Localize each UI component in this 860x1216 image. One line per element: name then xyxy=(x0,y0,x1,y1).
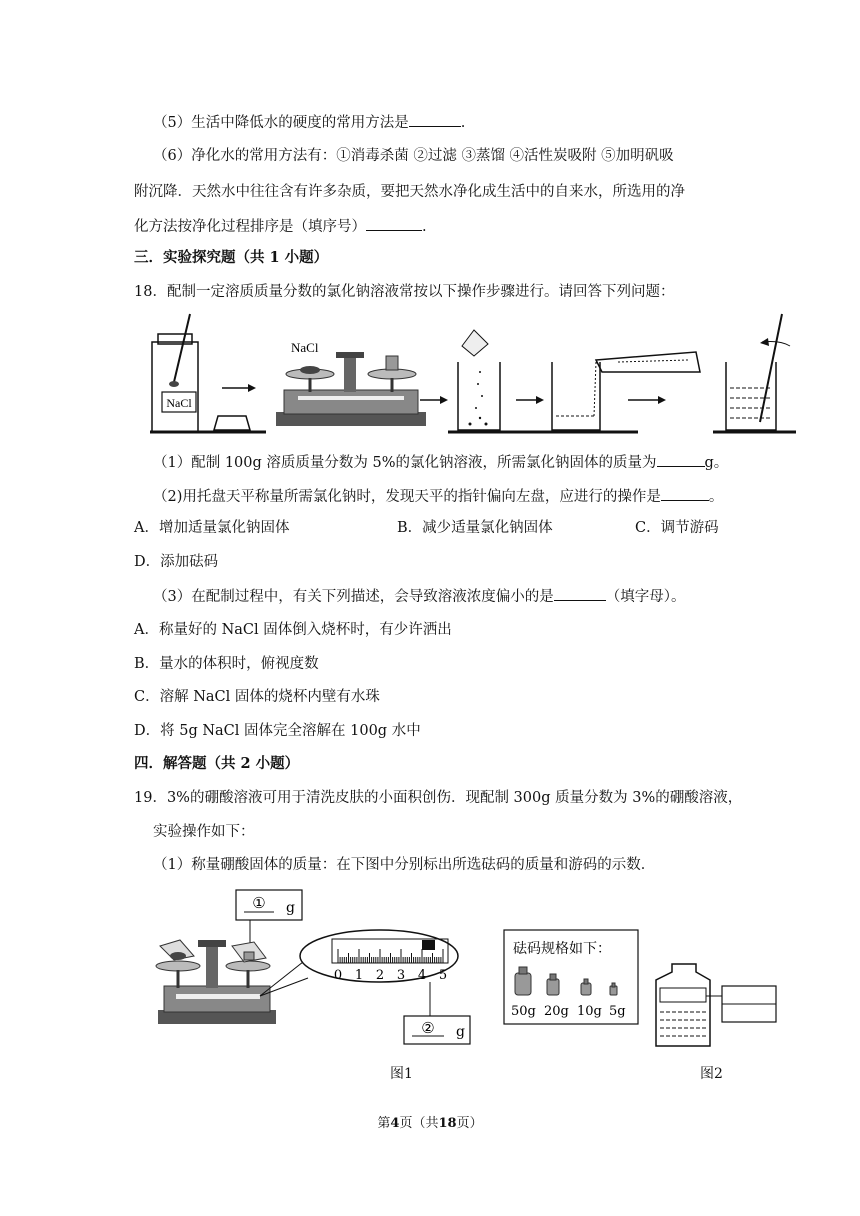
q18-p3-option-b: B．量水的体积时，俯视度数 xyxy=(134,656,319,672)
answer-blank xyxy=(409,112,461,127)
balance-icon xyxy=(276,340,426,426)
q18-p2-option-a: A．增加适量氯化钠固体 xyxy=(134,520,290,536)
figure-1-caption: 图1 xyxy=(390,1066,413,1082)
balance-icon xyxy=(156,940,276,1024)
section-4-title: 四．解答题（共 2 小题） xyxy=(134,755,300,772)
box1-number: ① xyxy=(252,894,266,912)
q18-procedure-figure xyxy=(148,312,798,438)
reagent-jar-icon xyxy=(152,314,198,432)
q18-p3-option-d: D．将 5g NaCl 固体完全溶解在 100g 水中 xyxy=(134,723,421,739)
q18-part3: （3）在配制过程中，有关下列描述，会导致溶液浓度偏小的是 （填字母）。 xyxy=(153,586,685,607)
weight-label: 50g xyxy=(511,1004,536,1019)
scale-tick-label: 1 xyxy=(354,968,364,983)
weight-label: 10g xyxy=(577,1004,602,1019)
answer-blank xyxy=(661,486,709,501)
q18-p3-option-a: A．称量好的 NaCl 固体倒入烧杯时，有少许洒出 xyxy=(134,622,452,638)
arrow-icon xyxy=(420,396,448,404)
answer-blank xyxy=(366,216,422,231)
rider-icon xyxy=(422,940,435,950)
q17-part6-line3: 化方法按净化过程排序是（填序号） . xyxy=(134,216,427,237)
beaker-pouring-solid-icon xyxy=(458,330,500,430)
q18-part2: （2)用托盘天平称量所需氯化钠时，发现天平的指针偏向左盘，应进行的操作是 。 xyxy=(153,486,723,507)
q17-part6-line1: （6）净化水的常用方法有：①消毒杀菌 ②过滤 ③蒸馏 ④活性炭吸附 ⑤加明矾吸 xyxy=(153,148,674,164)
box1-unit: g xyxy=(286,900,295,916)
answer-blank xyxy=(657,452,705,467)
weight-label: 5g xyxy=(609,1004,626,1019)
page-footer: 第4页（共18页） xyxy=(377,1116,483,1131)
arrow-icon xyxy=(516,396,544,404)
page-total: 18 xyxy=(438,1116,457,1131)
section-3-title: 三．实验探究题（共 1 小题） xyxy=(134,249,329,266)
q19-stem-line2: 实验操作如下： xyxy=(153,824,255,840)
q18-p2-option-b: B．减少适量氯化钠固体 xyxy=(397,520,553,536)
scale-tick-label: 5 xyxy=(438,968,448,983)
q18-part1: （1）配制 100g 溶质质量分数为 5%的氯化钠溶液，所需氯化钠固体的质量为 g。 xyxy=(153,452,728,473)
q18-p3-option-c: C．溶解 NaCl 固体的烧杯内壁有水珠 xyxy=(134,689,380,705)
scale-tick-label: 2 xyxy=(375,968,385,983)
reagent-bottle-icon xyxy=(656,964,710,1046)
q19-balance-figure xyxy=(150,886,480,1046)
box2-number: ② xyxy=(421,1019,435,1037)
q18-p2-option-d: D．添加砝码 xyxy=(134,554,219,570)
q18-p2-option-c: C．调节游码 xyxy=(635,520,719,536)
scale-tick-label: 3 xyxy=(396,968,406,983)
box2-unit: g xyxy=(456,1024,465,1040)
q19-part1: （1）称量硼酸固体的质量：在下图中分别标出所选砝码的质量和游码的示数． xyxy=(153,857,656,873)
beaker-stirring-icon xyxy=(726,314,790,430)
stopper-icon xyxy=(214,416,250,430)
weights-spec-box xyxy=(503,929,639,1025)
arrow-icon xyxy=(222,384,256,392)
page-number: 4 xyxy=(390,1116,400,1131)
q18-stem: 18．配制一定溶质质量分数的氯化钠溶液常按以下操作步骤进行。请回答下列问题： xyxy=(134,284,675,300)
arrow-icon xyxy=(628,396,666,404)
beaker-pouring-water-icon xyxy=(552,352,700,430)
balance-label: NaCl xyxy=(291,340,319,355)
weights-title: 砝码规格如下： xyxy=(513,941,611,957)
scale-tick-label: 0 xyxy=(333,968,343,983)
scale-tick-label: 4 xyxy=(417,968,427,983)
jar-label: NaCl xyxy=(166,396,192,410)
answer-blank xyxy=(554,586,606,601)
figure-2-caption: 图2 xyxy=(700,1066,723,1082)
q19-bottle-figure xyxy=(650,960,780,1050)
q17-part5: （5）生活中降低水的硬度的常用方法是 . xyxy=(153,112,465,133)
weight-label: 20g xyxy=(544,1004,569,1019)
q17-part6-line2: 附沉降．天然水中往往含有许多杂质，要把天然水净化成生活中的自来水，所选用的净 xyxy=(134,184,685,200)
q19-stem-line1: 19．3%的硼酸溶液可用于清洗皮肤的小面积创伤．现配制 300g 质量分数为 3%的硼酸溶液， xyxy=(134,790,743,806)
